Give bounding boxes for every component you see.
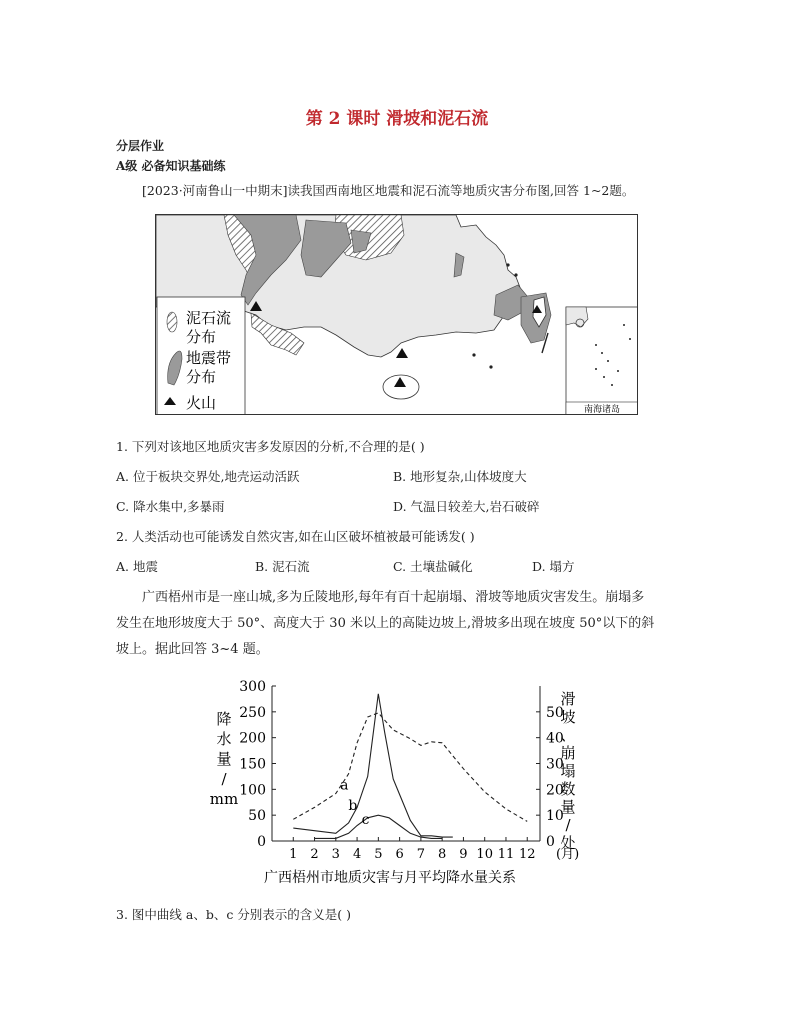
series-a-line bbox=[293, 713, 527, 822]
question-2-option-a: A. 地震 bbox=[116, 559, 158, 574]
passage-line-1: 广西梧州市是一座山城,多为丘陵地形,每年有百十起崩塌、滑坡等地质灾害发生。崩塌多 bbox=[142, 590, 645, 605]
island-dot bbox=[514, 273, 517, 276]
inset-island-dot bbox=[611, 384, 613, 386]
legend-volcano: 火山 bbox=[186, 394, 217, 412]
volcano-icon bbox=[396, 348, 408, 358]
level-heading: A级 必备知识基础练 bbox=[116, 159, 226, 173]
right-axis-label-char: / bbox=[565, 816, 571, 834]
x-tick-label: 9 bbox=[459, 847, 468, 862]
x-unit-label: (月) bbox=[556, 847, 580, 862]
x-tick-label: 4 bbox=[352, 847, 362, 862]
disaster-map bbox=[155, 214, 638, 415]
question-2-option-d: D. 塌方 bbox=[532, 559, 575, 574]
right-tick-label: 0 bbox=[546, 834, 555, 850]
left-tick-label: 150 bbox=[239, 756, 266, 773]
right-tick-label: 30 bbox=[546, 756, 564, 773]
left-tick-label: 200 bbox=[239, 730, 266, 747]
left-tick-label: 100 bbox=[239, 782, 266, 799]
inset-island-dot bbox=[607, 360, 609, 362]
right-axis-label-char: 滑 bbox=[560, 690, 576, 708]
x-tick-label: 6 bbox=[395, 847, 404, 862]
island-dot bbox=[489, 365, 492, 368]
series-a-label: a bbox=[340, 777, 349, 794]
right-tick-label: 20 bbox=[546, 782, 564, 799]
intro-text: [2023·河南鲁山一中期末]读我国西南地区地震和泥石流等地质灾害分布图,回答 1~2题。 bbox=[142, 183, 635, 198]
inset-island-dot bbox=[629, 338, 631, 340]
question-1-option-c: C. 降水集中,多暴雨 bbox=[116, 499, 225, 514]
x-tick-label: 12 bbox=[518, 847, 536, 862]
legend-debris-line1: 泥石流 bbox=[186, 309, 232, 327]
question-1-option-d: D. 气温日较差大,岩石破碎 bbox=[393, 499, 540, 514]
right-tick-label: 50 bbox=[546, 704, 564, 721]
left-axis-label-char: mm bbox=[210, 790, 239, 808]
question-2-option-b: B. 泥石流 bbox=[255, 559, 310, 574]
x-tick-label: 3 bbox=[331, 847, 340, 862]
chart-svg bbox=[210, 676, 590, 888]
inset-label: 南海诸岛 bbox=[583, 405, 621, 415]
inset-island-dot bbox=[595, 344, 597, 346]
question-1-option-a: A. 位于板块交界处,地壳运动活跃 bbox=[116, 469, 300, 484]
x-tick-label: 11 bbox=[497, 847, 515, 862]
inset-island-dot bbox=[617, 370, 619, 372]
x-tick-label: 10 bbox=[476, 847, 493, 862]
right-axis-label-char: 数 bbox=[560, 780, 576, 798]
right-tick-label: 10 bbox=[546, 808, 564, 825]
island-dot bbox=[506, 263, 509, 266]
legend-quake-line2: 分布 bbox=[186, 368, 217, 386]
right-axis-label-char: 处 bbox=[560, 834, 576, 852]
right-axis-label-char: 崩 bbox=[560, 744, 576, 762]
series-c-label: c bbox=[361, 812, 370, 829]
left-axis-label-char: 量 bbox=[216, 750, 232, 768]
series-b-line bbox=[293, 694, 453, 837]
left-axis-label-char: / bbox=[221, 770, 227, 788]
left-axis-label-char: 降 bbox=[216, 710, 232, 728]
left-tick-label: 250 bbox=[239, 704, 266, 721]
right-axis-label-char: 塌 bbox=[560, 762, 576, 780]
x-tick-label: 7 bbox=[416, 847, 426, 862]
rainfall-disaster-chart bbox=[210, 676, 590, 888]
x-tick-label: 8 bbox=[438, 847, 447, 862]
map-svg bbox=[156, 215, 638, 415]
right-axis-label-char: 、 bbox=[560, 726, 576, 744]
chart-title: 广西梧州市地质灾害与月平均降水量关系 bbox=[264, 870, 516, 886]
x-tick-label: 5 bbox=[374, 847, 383, 862]
left-tick-label: 300 bbox=[239, 679, 266, 695]
question-1-stem: 1. 下列对该地区地质灾害多发原因的分析,不合理的是( ) bbox=[116, 439, 425, 454]
left-axis-label-char: 水 bbox=[216, 730, 232, 748]
page-title: 第 2 课时 滑坡和泥石流 bbox=[305, 109, 489, 129]
inset-island-dot bbox=[595, 368, 597, 370]
island-dot bbox=[472, 353, 475, 356]
series-b-label: b bbox=[348, 798, 358, 814]
x-tick-label: 2 bbox=[310, 847, 319, 862]
x-tick-label: 1 bbox=[289, 847, 298, 862]
right-tick-label: 40 bbox=[546, 730, 564, 747]
question-1-option-b: B. 地形复杂,山体坡度大 bbox=[393, 469, 527, 484]
question-2-stem: 2. 人类活动也可能诱发自然灾害,如在山区破坏植被最可能诱发( ) bbox=[116, 529, 475, 544]
inset-island-dot bbox=[623, 324, 625, 326]
section-heading: 分层作业 bbox=[116, 139, 165, 153]
inset-island-dot bbox=[601, 352, 603, 354]
left-tick-label: 0 bbox=[257, 834, 266, 850]
right-axis-label-char: 坡 bbox=[560, 708, 576, 726]
right-axis-label-char: 量 bbox=[560, 798, 576, 816]
passage-line-2: 发生在地形坡度大于 50°、高度大于 30 米以上的高陡边坡上,滑坡多出现在坡度 50°以下的斜 bbox=[116, 616, 655, 631]
legend-quake-line1: 地震带 bbox=[186, 349, 232, 367]
inset-island-dot bbox=[603, 376, 605, 378]
series-c-line bbox=[315, 815, 443, 838]
left-tick-label: 50 bbox=[248, 808, 266, 825]
debris-flow-legend-icon bbox=[167, 312, 177, 332]
passage bbox=[116, 585, 686, 663]
question-2-option-c: C. 土壤盐碱化 bbox=[393, 559, 473, 574]
question-3-stem: 3. 图中曲线 a、b、c 分别表示的含义是( ) bbox=[116, 907, 352, 922]
legend-debris-line2: 分布 bbox=[186, 328, 217, 346]
passage-line-3: 坡上。据此回答 3~4 题。 bbox=[116, 642, 269, 657]
